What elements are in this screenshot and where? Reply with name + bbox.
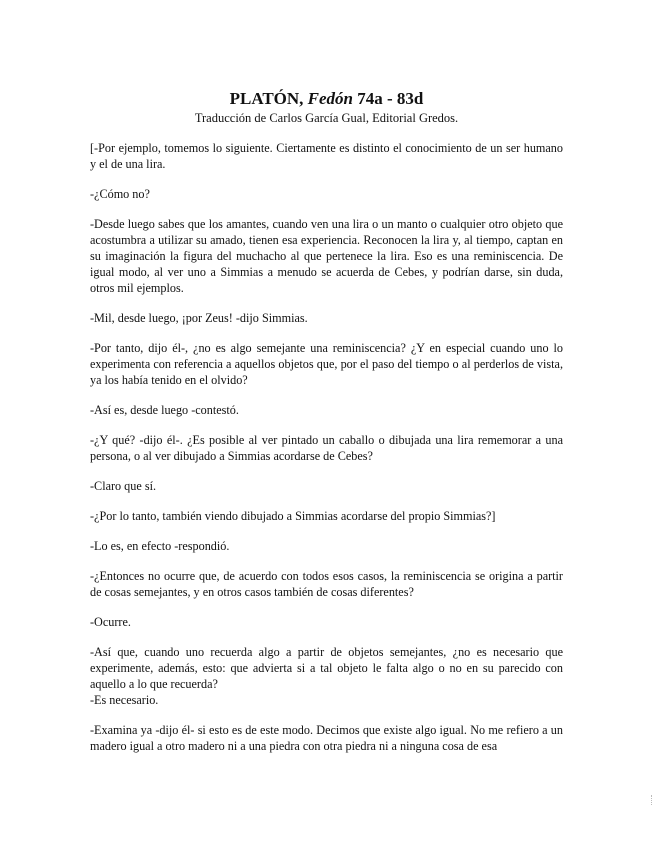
- title-work: Fedón: [307, 89, 354, 108]
- paragraph: -Así que, cuando uno recuerda algo a partir de objetos semejantes, ¿no es necesario que experimente, además, esto: que advierta si a tal objeto le falta algo o no en su parecido con aquello a lo que recuerda?: [90, 645, 563, 691]
- paragraph: -¿Por lo tanto, también viendo dibujado a Simmias acordarse del propio Simmias?]: [90, 509, 496, 523]
- paragraph: -¿Y qué? -dijo él-. ¿Es posible al ver pintado un caballo o dibujada una lira rememorar a una persona, o al ver dibujado a Simmias acordarse de Cebes?: [90, 433, 563, 463]
- paragraph: -Mil, desde luego, ¡por Zeus! -dijo Simmias.: [90, 311, 308, 325]
- paragraph: -Ocurre.: [90, 615, 131, 629]
- paragraph: -Por tanto, dijo él-, ¿no es algo semejante una reminiscencia? ¿Y en especial cuando uno lo experimenta con referencia a aquellos objetos que, por el paso del tiempo o al perderlos de vista, ya los había tenido en el olvido?: [90, 341, 563, 387]
- document-subtitle: Traducción de Carlos García Gual, Editorial Gredos.: [194, 111, 459, 125]
- page-edge-mark: [651, 795, 655, 805]
- paragraph: -¿Cómo no?: [90, 187, 150, 201]
- paragraph: -Examina ya -dijo él- si esto es de este modo. Decimos que existe algo igual. No me refiero a un madero igual a otro madero ni a una piedra con otra piedra ni a ninguna cosa de esa: [90, 723, 563, 753]
- paragraph: -Así es, desde luego -contestó.: [90, 403, 239, 417]
- paragraph: -Desde luego sabes que los amantes, cuando ven una lira o un manto o cualquier otro objeto que acostumbra a utilizar su amado, tienen esa experiencia. Reconocen la lira y, al tiempo, captan en su imaginación la figura del muchacho al que pertenece la lira. Eso es una reminiscencia. De igual modo, al ver uno a Simmias a menudo se acuerda de Cebes, y podrían darse, sin duda, otros mil ejemplos.: [90, 217, 563, 295]
- document-page: [90, 88, 563, 768]
- document-title: [90, 88, 563, 110]
- paragraph: -Lo es, en efecto -respondió.: [90, 539, 230, 553]
- paragraph: -Es necesario.: [90, 693, 159, 707]
- paragraph: [-Por ejemplo, tomemos lo siguiente. Ciertamente es distinto el conocimiento de un ser humano y el de una lira.: [90, 141, 563, 171]
- title-reference: 74a - 83d: [357, 89, 424, 108]
- paragraph: -¿Entonces no ocurre que, de acuerdo con todos esos casos, la reminiscencia se origina a partir de cosas semejantes, y en otros casos también de cosas diferentes?: [90, 569, 563, 599]
- title-author: PLATÓN,: [229, 89, 304, 108]
- paragraph: -Claro que sí.: [90, 479, 157, 493]
